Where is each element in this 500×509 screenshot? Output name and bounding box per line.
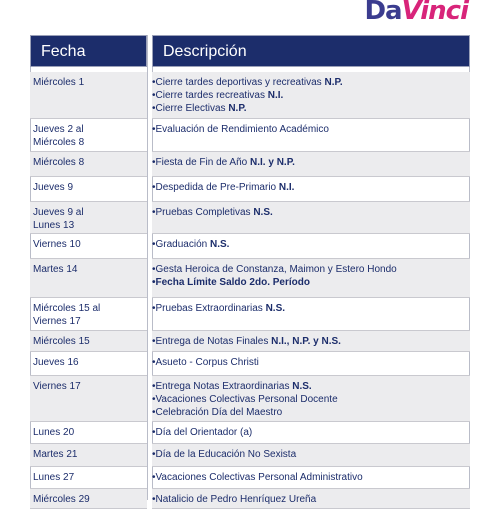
descripcion-line: [152, 393, 470, 406]
descripcion-line: [152, 76, 470, 89]
table-row: [30, 352, 470, 376]
fecha-text: Viernes 17: [33, 316, 81, 327]
fecha-cell: [30, 234, 147, 259]
table-row: [30, 202, 470, 234]
descripcion-text: •Entrega de Notas Finales: [152, 336, 272, 347]
table-row: [30, 177, 470, 202]
level-tag: N.I., N.P. y N.S.: [271, 336, 341, 347]
table-row: [30, 422, 470, 444]
fecha-cell: [30, 177, 147, 202]
header-descripcion: Descripción: [152, 35, 470, 67]
descripcion-text: •Gesta Heroica de Constanza, Maimon y Estero Hondo: [152, 264, 397, 275]
descripcion-text: •Entrega Notas Extraordinarias: [152, 381, 293, 392]
fecha-text: Miércoles 15: [33, 336, 90, 347]
descripcion-text: •Celebración Día del Maestro: [152, 407, 283, 418]
fecha-text: Viernes 17: [33, 381, 81, 392]
level-tag: N.I.: [278, 182, 295, 193]
level-tag: N.S.: [265, 303, 286, 314]
logo-vinci-text: Vinci: [401, 0, 468, 26]
level-tag: •Fecha Límite Saldo 2do. Período: [152, 277, 310, 288]
table-row: [30, 72, 470, 119]
descripcion-line: [152, 123, 470, 136]
descripcion-text: •Día de la Educación No Sexista: [152, 449, 297, 460]
descripcion-text: •Natalicio de Pedro Henríquez Ureña: [152, 494, 317, 505]
level-tag: N.P.: [324, 77, 343, 88]
fecha-cell: [30, 376, 147, 422]
fecha-cell: [30, 489, 147, 509]
descripcion-text: •Pruebas Completivas: [152, 207, 254, 218]
fecha-cell: [30, 152, 147, 177]
descripcion-cell: [152, 152, 470, 177]
descripcion-cell: [152, 202, 470, 234]
level-tag: N.I.: [267, 90, 284, 101]
descripcion-line: [152, 426, 470, 439]
descripcion-cell: [152, 467, 470, 489]
calendar-table-body: [30, 72, 470, 509]
descripcion-text: •Fiesta de Fin de Año: [152, 157, 251, 168]
descripcion-cell: [152, 376, 470, 422]
table-row: [30, 259, 470, 298]
descripcion-cell: [152, 422, 470, 444]
fecha-text: Lunes 13: [33, 220, 75, 231]
descripcion-line: [152, 89, 470, 102]
descripcion-line: [152, 335, 470, 348]
level-tag: N.P.: [228, 103, 247, 114]
descripcion-cell: [152, 72, 470, 119]
table-row: [30, 119, 470, 152]
table-row: [30, 331, 470, 352]
descripcion-text: •Asueto - Corpus Christi: [152, 357, 259, 368]
descripcion-text: •Cierre tardes deportivas y recreativas: [152, 77, 325, 88]
fecha-text: Martes 14: [33, 264, 78, 275]
descripcion-cell: [152, 331, 470, 352]
descripcion-line: [152, 471, 470, 484]
descripcion-text: •Cierre tardes recreativas: [152, 90, 268, 101]
descripcion-text: •Día del Orientador (a): [152, 427, 253, 438]
level-tag: N.S.: [292, 381, 312, 392]
table-header: [30, 35, 470, 67]
descripcion-cell: [152, 444, 470, 467]
fecha-text: Lunes 20: [33, 427, 75, 438]
descripcion-line: [152, 181, 470, 194]
fecha-text: Jueves 2 al: [33, 124, 84, 135]
fecha-cell: [30, 352, 147, 376]
fecha-cell: [30, 259, 147, 298]
fecha-cell: [30, 444, 147, 467]
descripcion-text: •Pruebas Extraordinarias: [152, 303, 266, 314]
descripcion-text: •Cierre Electivas: [152, 103, 229, 114]
descripcion-line: [152, 356, 470, 369]
descripcion-line: [152, 380, 470, 393]
descripcion-line: [152, 448, 470, 461]
table-row: [30, 489, 470, 509]
table-row: [30, 298, 470, 331]
table-row: [30, 376, 470, 422]
fecha-text: Lunes 27: [33, 472, 75, 483]
descripcion-line: [152, 238, 470, 251]
descripcion-line: [152, 263, 470, 276]
fecha-cell: [30, 422, 147, 444]
descripcion-line: [152, 406, 470, 419]
descripcion-text: •Graduación: [152, 239, 210, 250]
fecha-text: Miércoles 29: [33, 494, 90, 505]
level-tag: N.S.: [209, 239, 230, 250]
descripcion-cell: [152, 177, 470, 202]
fecha-text: Viernes 10: [33, 239, 81, 250]
fecha-cell: [30, 119, 147, 152]
descripcion-text: •Evaluación de Rendimiento Académico: [152, 124, 329, 135]
table-row: [30, 234, 470, 259]
fecha-text: Miércoles 8: [33, 137, 85, 148]
header-fecha: Fecha: [30, 35, 147, 67]
level-tag: N.I. y N.P.: [250, 157, 295, 168]
descripcion-cell: [152, 234, 470, 259]
descripcion-line: [152, 206, 470, 219]
fecha-text: Martes 21: [33, 449, 78, 460]
descripcion-cell: [152, 119, 470, 152]
fecha-cell: [30, 202, 147, 234]
davinci-logo: [364, 0, 468, 26]
descripcion-line: [152, 102, 470, 115]
descripcion-cell: [152, 489, 470, 509]
descripcion-cell: [152, 298, 470, 331]
fecha-text: Jueves 9 al: [33, 207, 84, 218]
level-tag: N.S.: [253, 207, 273, 218]
fecha-cell: [30, 467, 147, 489]
fecha-text: Jueves 16: [33, 357, 79, 368]
table-row: [30, 467, 470, 489]
fecha-cell: [30, 72, 147, 119]
fecha-text: Miércoles 1: [33, 77, 85, 88]
descripcion-line: [152, 276, 470, 289]
table-row: [30, 152, 470, 177]
fecha-cell: [30, 298, 147, 331]
descripcion-text: •Vacaciones Colectivas Personal Docente: [152, 394, 338, 405]
fecha-text: Miércoles 15 al: [33, 303, 101, 314]
fecha-text: Miércoles 8: [33, 157, 85, 168]
descripcion-text: •Despedida de Pre-Primario: [152, 182, 279, 193]
descripcion-cell: [152, 259, 470, 298]
fecha-cell: [30, 331, 147, 352]
descripcion-line: [152, 302, 470, 315]
descripcion-line: [152, 156, 470, 169]
table-row: [30, 444, 470, 467]
fecha-text: Jueves 9: [33, 182, 74, 193]
descripcion-text: •Vacaciones Colectivas Personal Administrativo: [152, 472, 363, 483]
descripcion-cell: [152, 352, 470, 376]
logo-da-text: Da: [364, 0, 402, 26]
